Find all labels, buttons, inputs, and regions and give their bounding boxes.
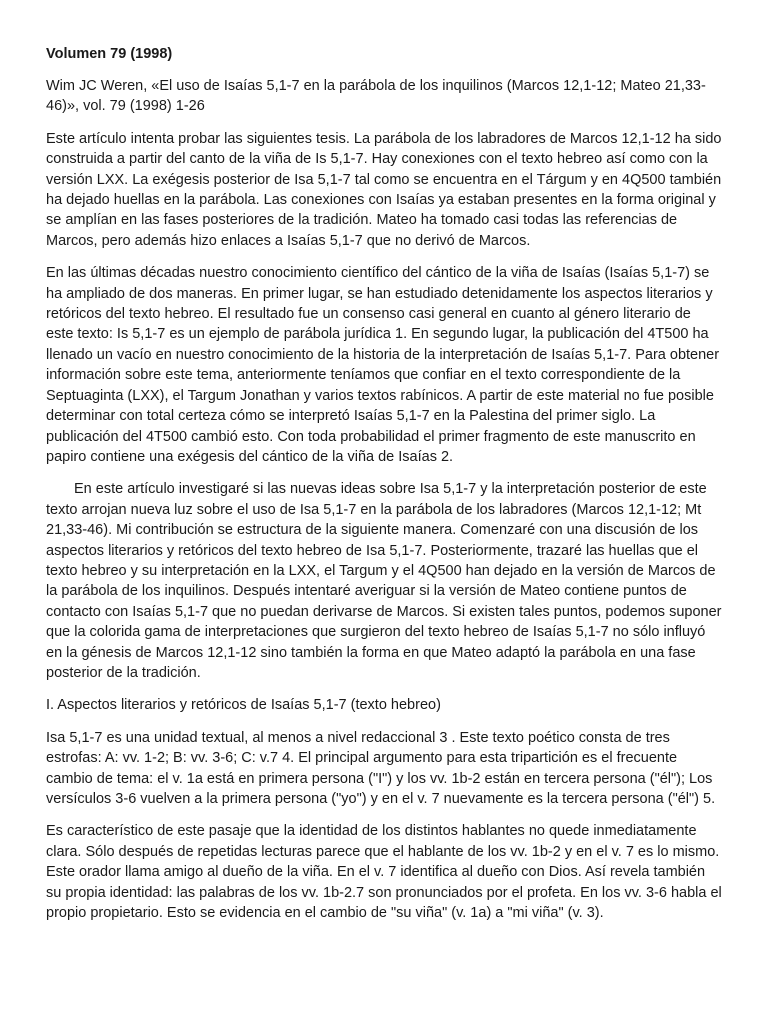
paragraph-background: En las últimas décadas nuestro conocimiento científico del cántico de la viña de Isaías (Isaías 5,1-7) se ha ampliado de dos maneras. En primer lugar, se han estudiado detenidamente los aspectos literarios y retóricos del texto hebreo. El resultado fue un consenso casi general en cuanto al género literario de este texto: Is 5,1-7 es un ejemplo de parábola jurídica 1. En segundo lugar, la publicación del 4T500 ha llenado un vacío en nuestro conocimiento de la historia de la interpretación de Isaías 5,1-7. Para obtener información sobre este tema, anteriormente teníamos que confiar en el texto correspondiente de la Septuaginta (LXX), el Targum Jonathan y varios textos rabínicos. A partir de este material no fue posible determinar con total certeza cómo se interpretó Isaías 5,1-7 en la Palestina del primer siglo. La publicación del 4T500 cambió esto. Con toda probabilidad el primer fragmento de este manuscrito en papiro contiene una exégesis del cántico de la viña de Isaías 2. [46, 265, 720, 465]
article-citation: Wim JC Weren, «El uso de Isaías 5,1-7 en la parábola de los inquilinos (Marcos 12,1-12; Mateo 21,33-46)», vol. 79 (1998) 1-26 [46, 78, 706, 115]
paragraph-speakers: Es característico de este pasaje que la identidad de los distintos hablantes no quede inmediatamente clara. Sólo después de repetidas lecturas parece que el hablante de los vv. 1b-2 y en el v. 7 es lo mismo. Este orador llama amigo al dueño de la viña. En el v. 7 identifica al dueño con Dios. Así revela también su propia identidad: las palabras de los vv. 1b-2.7 son pronunciados por el profeta. En los vv. 3-6 habla el propio propietario. Esto se evidencia en el cambio de "su viña" (v. 1a) a "mi viña" (v. 3). [46, 823, 722, 922]
paragraph-thesis: Este artículo intenta probar las siguientes tesis. La parábola de los labradores de Marcos 12,1-12 ha sido construida a partir del canto de la viña de Is 5,1-7. Hay conexiones con el texto hebreo así como con la versión LXX. La exégesis posterior de Isa 5,1-7 tal como se encuentra en el Tárgum y en 4Q500 también ha dejado huellas en la parábola. Las conexiones con Isaías ya estaban presentes en la forma original y se amplían en las fases posteriores de la tradición. Mateo ha tomado casi todas las referencias de Marcos, pero además hizo enlaces a Isaías 5,1-7 que no derivó de Marcos. [46, 130, 722, 249]
paragraph-outline: En este artículo investigaré si las nuevas ideas sobre Isa 5,1-7 y la interpretación posterior de este texto arrojan nueva luz sobre el uso de Isa 5,1-7 en la parábola de los labradores (Marcos 12,1-12; Mt 21,33-46). Mi contribución se estructura de la siguiente manera. Comenzaré con una discusión de los aspectos literarios y retóricos del texto hebreo de Isa 5,1-7. Posteriormente, trazaré las huellas que el texto hebreo y su interpretación en la LXX, el Targum y el 4Q500 han dejado en la versión de Marcos de la parábola de los inquilinos. Después intentaré averiguar si la versión de Mateo contiene puntos de contacto con Isaías 5,1-7 que no puedan derivarse de Marcos. Si existen tales puntos, podemos suponer que la colorida gama de interpretaciones que surgieron del texto hebreo de Isaías 5,1-7 no sólo influyó en la génesis de Marcos 12,1-12 sino también la forma en que Mateo adaptó la parábola en una fase posterior de la tradición. [46, 481, 722, 681]
section-heading: I. Aspectos literarios y retóricos de Isaías 5,1-7 (texto hebreo) [46, 697, 441, 714]
volume-heading: Volumen 79 (1998) [46, 46, 173, 62]
paragraph-structure: Isa 5,1-7 es una unidad textual, al menos a nivel redaccional 3 . Este texto poético consta de tres estrofas: A: vv. 1-2; B: vv. 3-6; C: v.7 4. El principal argumento para esta tripartición es el frecuente cambio de tema: el v. 1a está en primera persona ("I") y los vv. 1b-2 están en tercera persona ("él"); Los versículos 3-6 vuelven a la primera persona ("yo") y en el v. 7 nuevamente es la tercera persona ("él") 5. [46, 729, 716, 807]
